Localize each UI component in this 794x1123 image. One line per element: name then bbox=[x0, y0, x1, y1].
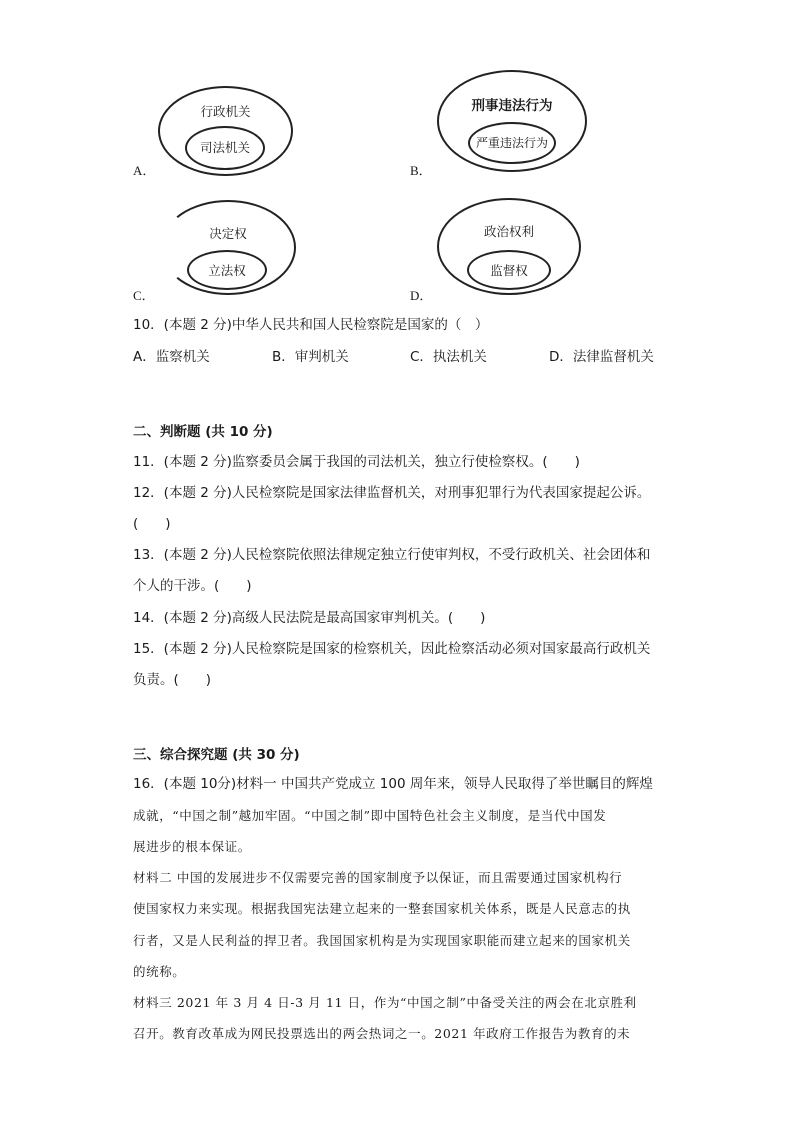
inner-label: 司法机关 bbox=[199, 140, 250, 155]
q10-option-d[interactable]: D．法律监督机关 bbox=[549, 349, 654, 365]
q10-option-b[interactable]: B．审判机关 bbox=[272, 349, 349, 365]
q12-line2: ( ) bbox=[133, 516, 171, 532]
q15-line1: 15．(本题 2 分)人民检察院是国家的检察机关，因此检察活动必须对国家最高行政机关 bbox=[133, 641, 651, 657]
material3-line1: 材料三 2021 年 3 月 4 日-3 月 11 日，作为“中国之制”中备受关注的两会在北京胜利 bbox=[133, 995, 637, 1010]
q14: 14．(本题 2 分)高级人民法院是最高国家审判机关。( ) bbox=[133, 610, 486, 626]
option-d-letter: D． bbox=[410, 288, 433, 303]
inner-label: 严重违法行为 bbox=[475, 136, 548, 150]
outer-label: 决定权 bbox=[209, 226, 247, 241]
q11: 11．(本题 2 分)监察委员会属于我国的司法机关，独立行使检察权。( ) bbox=[133, 454, 580, 470]
section3-title: 三、综合探究题 (共 30 分) bbox=[133, 747, 300, 763]
outer-label: 行政机关 bbox=[200, 104, 251, 119]
option-a-letter: A． bbox=[133, 163, 156, 178]
material1-line2: 成就，“中国之制”越加牢固。“中国之制”即中国特色社会主义制度，是当代中国发 bbox=[133, 808, 607, 823]
outer-label: 刑事违法行为 bbox=[471, 98, 553, 114]
option-a-diagram[interactable] bbox=[158, 86, 293, 176]
material2-line2: 使国家权力来实现。根据我国宪法建立起来的一整套国家机关体系，既是人民意志的执 bbox=[133, 901, 631, 916]
q12-line1: 12．(本题 2 分)人民检察院是国家法律监督机关，对刑事犯罪行为代表国家提起公诉。 bbox=[133, 485, 651, 501]
inner-label: 立法权 bbox=[208, 263, 246, 278]
material1-line3: 展进步的根本保证。 bbox=[133, 839, 251, 854]
q10-stem: 10．(本题 2 分)中华人民共和国人民检察院是国家的（ ） bbox=[133, 317, 489, 333]
q13-line1: 13．(本题 2 分)人民检察院依照法律规定独立行使审判权，不受行政机关、社会团体和 bbox=[133, 547, 651, 563]
q15-line2: 负责。( ) bbox=[133, 672, 212, 688]
material2-line1: 材料二 中国的发展进步不仅需要完善的国家制度予以保证，而且需要通过国家机构行 bbox=[133, 870, 623, 885]
q13-line2: 个人的干涉。( ) bbox=[133, 578, 252, 594]
material2-line4: 的统称。 bbox=[133, 964, 186, 979]
section2-title: 二、判断题 (共 10 分) bbox=[133, 424, 273, 440]
q10-option-c[interactable]: C．执法机关 bbox=[410, 349, 487, 365]
option-c-diagram[interactable] bbox=[160, 200, 296, 295]
inner-label: 监督权 bbox=[490, 263, 528, 278]
option-c-letter: C． bbox=[133, 288, 155, 303]
material3-line2: 召开。教育改革成为网民投票选出的两会热词之一。2021 年政府工作报告为教育的未 bbox=[133, 1026, 631, 1041]
outer-label: 政治权利 bbox=[483, 224, 534, 239]
option-d-diagram[interactable] bbox=[437, 198, 581, 295]
material2-line3: 行者，又是人民利益的捍卫者。我国国家机构是为实现国家职能而建立起来的国家机关 bbox=[133, 933, 631, 948]
option-b-diagram[interactable] bbox=[437, 70, 587, 172]
q10-option-a[interactable]: A．监察机关 bbox=[133, 349, 210, 365]
q16-line1: 16．(本题 10分)材料一 中国共产党成立 100 周年来，领导人民取得了举世瞩目的辉煌 bbox=[133, 776, 653, 792]
option-b-letter: B． bbox=[410, 163, 432, 178]
